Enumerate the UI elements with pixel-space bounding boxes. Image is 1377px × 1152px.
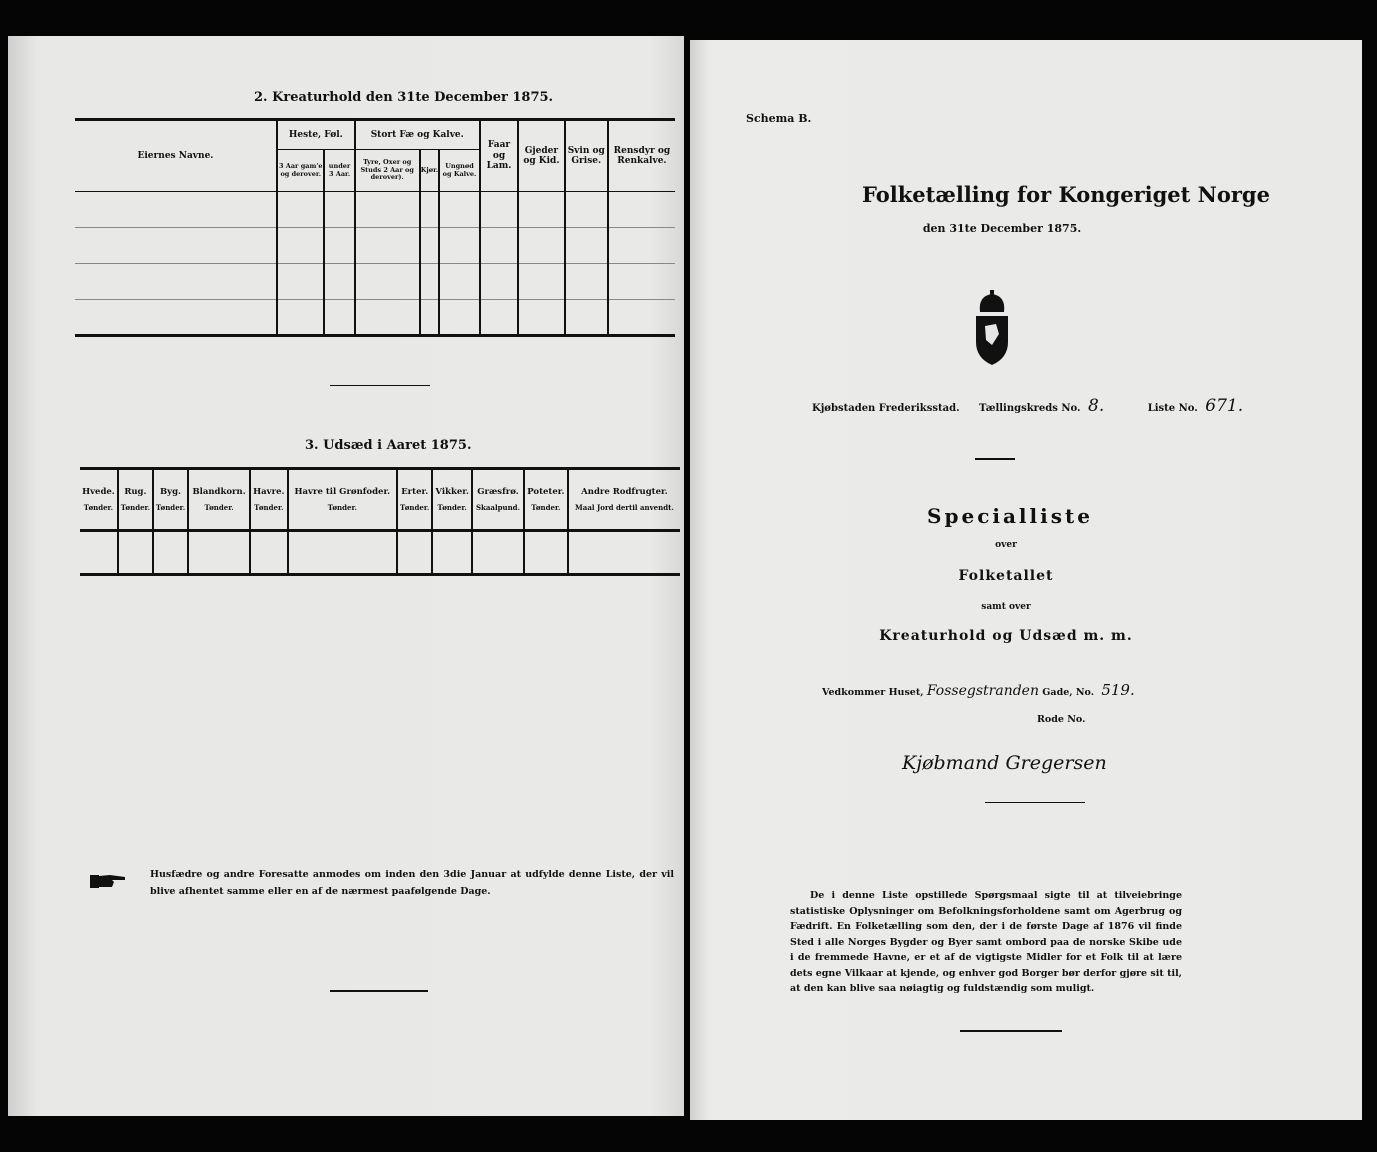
seed-col-header	[80, 469, 118, 531]
explanation-paragraph: De i denne Liste opstillede Spørgsmaal sigte til at tilveiebringe statistiske Oplysninger om Befolkningsforholdene samt om Agerbrug og Fædrift. En Folketælling som den, der i de første Dage af 1876 vil finde Sted i alle Norges Bygder og Byer samt ombord paa de norske Skibe ude i de fremmede Havne, er et af de vigtigste Midler for et Folk til at lære dets egne Vilkaar at kjende, og enhver god Borger bør derfor gjøre sit til, at den kan blive saa nøiagtig og fuldstændig som muligt.	[790, 890, 1182, 994]
col-sheep: Faar og Lam.	[480, 120, 518, 192]
col-cows: Kjør.	[420, 150, 439, 192]
seed-col-header	[524, 469, 568, 531]
list-label: Liste No.	[1147, 403, 1198, 414]
table-row	[75, 300, 675, 336]
divider	[330, 385, 430, 386]
list-value: 671.	[1205, 396, 1244, 416]
seed-col-header	[153, 469, 188, 531]
col-young-cattle: Ungnød og Kalve.	[439, 150, 480, 192]
street-label: Gade, No.	[1042, 687, 1095, 698]
table-cell	[288, 531, 398, 575]
divider	[330, 990, 428, 992]
seed-col-name: Havre.	[253, 487, 285, 498]
coat-of-arms-icon	[972, 290, 1012, 366]
col-horses: Heste, Føl.	[277, 120, 355, 150]
town-label: Kjøbstaden Frederiksstad.	[812, 403, 960, 414]
table-cell	[397, 531, 432, 575]
seed-col-header	[118, 469, 153, 531]
seed-col-unit: Tønder.	[531, 502, 561, 512]
col-cattle: Stort Fæ og Kalve.	[355, 120, 480, 150]
schema-label: Schema B.	[746, 112, 812, 125]
seed-col-unit: Skaalpund.	[475, 502, 521, 512]
table-cell	[153, 531, 188, 575]
over-text: over	[995, 540, 1017, 550]
seed-col-header	[472, 469, 524, 531]
col-owner: Eiernes Navne.	[75, 120, 277, 192]
seed-col-unit: Tønder.	[120, 502, 151, 512]
samt-over-text: samt over	[981, 602, 1031, 612]
seed-col-name: Poteter.	[527, 487, 565, 498]
seed-col-unit: Tønder.	[437, 502, 467, 512]
signature: Kjøbmand Gregersen	[902, 752, 1107, 774]
seed-col-unit: Maal Jord dertil anvendt.	[575, 502, 674, 512]
seed-col-header	[250, 469, 287, 531]
house-line	[822, 681, 1135, 699]
seed-table	[80, 467, 680, 576]
col-reindeer: Rensdyr og Renkalve.	[608, 120, 675, 192]
col-pigs: Svin og Grise.	[565, 120, 608, 192]
col-horses-young: under 3 Aar.	[324, 150, 354, 192]
table-cell	[80, 531, 118, 575]
left-page	[8, 36, 684, 1116]
seed-col-name: Blandkorn.	[192, 487, 246, 498]
table-cell	[118, 531, 153, 575]
seed-col-unit: Tønder.	[83, 502, 114, 512]
district-label: Tællingskreds No.	[979, 403, 1081, 414]
seed-col-header	[188, 469, 250, 531]
seed-col-header	[432, 469, 472, 531]
seed-col-unit: Tønder.	[327, 502, 357, 512]
table-cell	[568, 531, 680, 575]
table-row	[75, 228, 675, 264]
heading: Specialliste	[927, 504, 1093, 528]
table-cell	[188, 531, 250, 575]
livestock-text: Kreaturhold og Udsæd m. m.	[879, 628, 1133, 644]
table-cell	[250, 531, 287, 575]
section2-title: 2. Kreaturhold den 31te December 1875.	[254, 90, 554, 105]
table-row	[80, 531, 680, 575]
seed-col-name: Græsfrø.	[477, 487, 519, 498]
divider	[975, 458, 1015, 460]
table-cell	[472, 531, 524, 575]
seed-col-name: Vikker.	[435, 487, 469, 498]
livestock-table	[75, 118, 675, 337]
district-value: 8.	[1088, 396, 1105, 416]
seed-col-unit: Tønder.	[155, 502, 186, 512]
right-page	[690, 40, 1362, 1120]
street-value: 519.	[1101, 681, 1135, 699]
divider	[960, 1030, 1062, 1032]
seed-col-name: Byg.	[159, 487, 182, 498]
seed-col-name: Havre til Grønfoder.	[294, 487, 391, 498]
seed-col-name: Erter.	[401, 487, 429, 498]
district-line	[812, 396, 1243, 416]
table-cell	[432, 531, 472, 575]
seed-col-unit: Tønder.	[254, 502, 284, 512]
seed-col-header	[397, 469, 432, 531]
population-text: Folketallet	[958, 568, 1054, 584]
seed-col-name: Rug.	[124, 487, 147, 498]
house-value: Fossegstranden	[926, 683, 1039, 699]
table-row	[75, 192, 675, 228]
col-bulls: Tyre, Oxer og Studs 2 Aar og derover).	[355, 150, 420, 192]
notice-text: Husfædre og andre Foresatte anmodes om inden den 3die Januar at udfylde denne Liste, der vil blive afhentet samme eller en af de nærmest paafølgende Dage.	[150, 869, 674, 897]
seed-col-unit: Tønder.	[400, 502, 430, 512]
col-horses-old: 3 Aar gam'e og derover.	[277, 150, 324, 192]
seed-col-unit: Tønder.	[204, 502, 234, 512]
seed-col-header	[288, 469, 398, 531]
table-cell	[524, 531, 568, 575]
pointing-hand-icon	[90, 872, 126, 890]
form-title: Folketælling for Kongeriget Norge	[862, 182, 1270, 207]
seed-col-header	[568, 469, 680, 531]
table-row	[75, 264, 675, 300]
seed-col-name: Andre Rodfrugter.	[581, 487, 668, 498]
signature-line	[985, 802, 1085, 803]
col-goats: Gjeder og Kid.	[518, 120, 565, 192]
section3-title: 3. Udsæd i Aaret 1875.	[305, 438, 472, 453]
rode-label: Rode No.	[1037, 714, 1086, 725]
house-label: Vedkommer Huset,	[822, 687, 924, 698]
form-subtitle: den 31te December 1875.	[922, 222, 1082, 235]
seed-col-name: Hvede.	[82, 487, 115, 498]
